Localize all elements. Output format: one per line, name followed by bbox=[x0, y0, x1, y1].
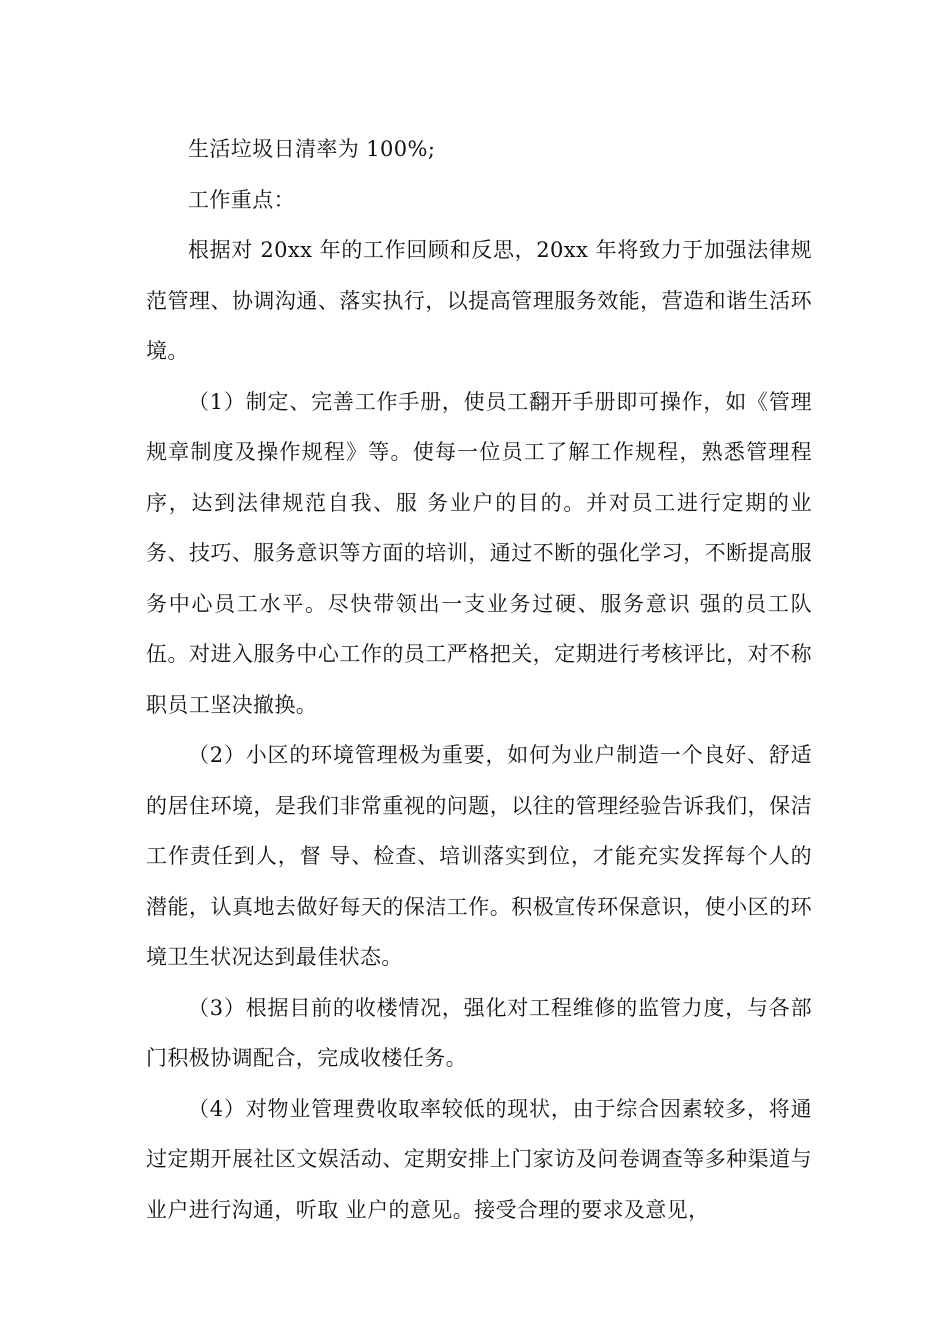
paragraph-garbage-rate: 生活垃圾日清率为 100%; bbox=[188, 137, 436, 161]
paragraph-intro: 根据对 20xx 年的工作回顾和反思，20xx 年将致力于加强法律规范管理、协调沟通、落实执行，以提高管理服务效能，营造和谐生活环境。 bbox=[146, 238, 812, 363]
paragraph-work-focus-heading: 工作重点： bbox=[188, 187, 295, 212]
paragraph-item-4: （4）对物业管理费收取率较低的现状，由于综合因素较多，将通过定期开展社区文娱活动、定期安排上门家访及问卷调查等多种渠道与业户进行沟通，听取 业户的意见。接受合理的要求及意见， bbox=[146, 1096, 812, 1222]
paragraph-item-1: （1）制定、完善工作手册，使员工翻开手册即可操作，如《管理规章制度及操作规程》等。使每一位员工了解工作规程，熟悉管理程序，达到法律规范自我、服 务业户的目的。并对员工进行定期的业务、技巧、服务意识等方面的培训，通过不断的强化学习，不断提高服务中心员工水平。尽快带领出一支业务过硬、服务意识 强的员工队伍。对进入服务中心工作的员工严格把关，定期进行考核评比，对不称职员工坚决撤换。 bbox=[146, 389, 812, 717]
paragraph-item-3: （3）根据目前的收楼情况，强化对工程维修的监管力度，与各部门积极协调配合，完成收楼任务。 bbox=[146, 995, 812, 1070]
document-body bbox=[146, 124, 812, 1235]
paragraph-item-2: （2）小区的环境管理极为重要，如何为业户制造一个良好、舒适的居住环境，是我们非常重视的问题，以往的管理经验告诉我们，保洁工作责任到人，督 导、检查、培训落实到位，才能充实发挥每个人的潜能，认真地去做好每天的保洁工作。积极宣传环保意识，使小区的环境卫生状况达到最佳状态。 bbox=[146, 743, 812, 969]
